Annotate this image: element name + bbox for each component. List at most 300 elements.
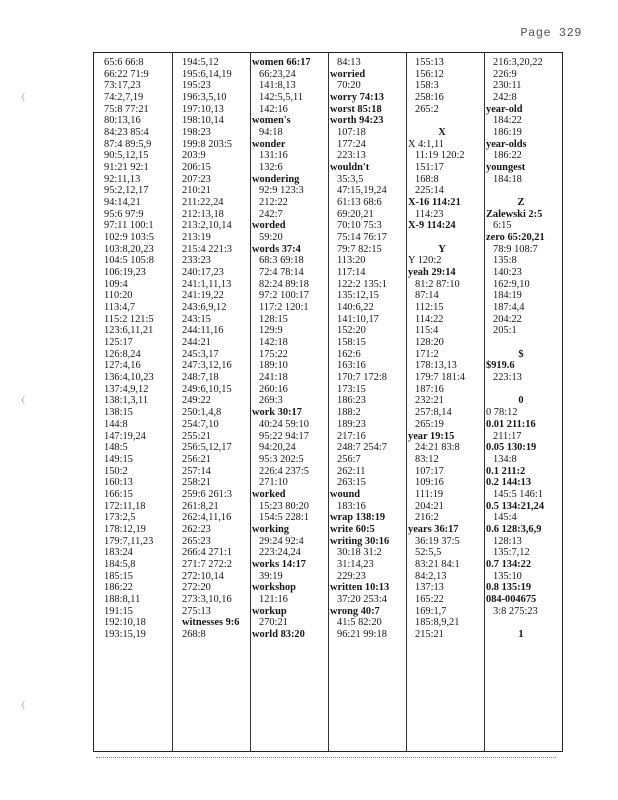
index-entry: 117:14 xyxy=(337,267,366,279)
index-entry: 106:19,23 xyxy=(104,267,146,279)
index-entry: 96:21 99:18 xyxy=(337,628,387,640)
index-entry: 197:10,13 xyxy=(182,103,224,115)
index-entry: 172:11,18 xyxy=(104,500,146,512)
index-entry: 0.8 135:19 xyxy=(486,582,532,594)
index-entry: words 37:4 xyxy=(252,243,301,255)
index-entry: 255:21 xyxy=(182,430,211,442)
index-entry: youngest xyxy=(486,162,526,174)
index-entry xyxy=(408,232,482,244)
index-entry: X-9 114:24 xyxy=(408,220,456,232)
index-entry: 154:5 228:1 xyxy=(259,512,309,524)
index-entry: 262:11 xyxy=(337,465,366,477)
index-entry: 103:8,20,23 xyxy=(104,243,154,255)
index-section-letter: Z xyxy=(517,197,525,209)
index-entry: 107:17 xyxy=(415,465,444,477)
index-entry: 78:9 108:7 xyxy=(493,243,538,255)
index-entry: 112:15 xyxy=(415,302,444,314)
index-entry: 95:3 202:5 xyxy=(259,453,304,465)
index-entry: 258:21 xyxy=(182,477,211,489)
index-entry: 35:3,5 xyxy=(337,173,364,185)
index-entry: 151:17 xyxy=(415,162,444,174)
index-entry: 198:23 xyxy=(182,127,211,139)
index-entry: 273:3,10,16 xyxy=(182,593,232,605)
index-entry: 59:20 xyxy=(259,232,283,244)
index-entry: worked xyxy=(252,488,286,500)
index-entry: 184:18 xyxy=(493,173,522,185)
index-entry: write 60:5 xyxy=(330,523,375,535)
index-entry: 262:23 xyxy=(182,523,211,535)
index-entry: 0.7 134:22 xyxy=(486,558,532,570)
index-entry: 268:8 xyxy=(182,628,206,640)
index-entry: 83:21 84:1 xyxy=(415,558,460,570)
index-entry: 213:19 xyxy=(182,232,211,244)
index-entry: 262:4,11,16 xyxy=(182,512,232,524)
index-entry xyxy=(486,384,562,396)
index-entry: 110:20 xyxy=(104,290,133,302)
index-entry: 225:14 xyxy=(415,185,444,197)
index-entry: 162:9,10 xyxy=(493,278,530,290)
index-entry: 70:20 xyxy=(337,80,361,92)
index-entry: 135:10 xyxy=(493,570,522,582)
index-entry: 104:5 105:8 xyxy=(104,255,154,267)
index-entry: 29:24 92:4 xyxy=(259,535,304,547)
index-entry: 69:20,21 xyxy=(337,208,374,220)
index-entry: 248:7 254:7 xyxy=(337,442,387,454)
index-entry: 186:19 xyxy=(493,127,522,139)
index-entry: works 14:17 xyxy=(252,558,306,570)
index-entry: 95:2,12,17 xyxy=(104,185,149,197)
index-entry: 196:3,5,10 xyxy=(182,92,227,104)
hole-punch-mark xyxy=(22,92,29,102)
index-entry: 241:18 xyxy=(259,372,288,384)
index-entry: 113:4,7 xyxy=(104,302,136,314)
index-entry: 160:13 xyxy=(104,477,133,489)
index-entry: 254:7,10 xyxy=(182,418,219,430)
index-entry: 261:8,21 xyxy=(182,500,219,512)
index-entry: worth 94:23 xyxy=(330,115,384,127)
index-entry: 97:2 100:17 xyxy=(259,290,309,302)
index-entry: 265:19 xyxy=(415,418,444,430)
index-entry: 257:14 xyxy=(182,465,211,477)
index-entry: zero 65:20,21 xyxy=(486,232,545,244)
index-entry: 145:4 xyxy=(493,512,517,524)
index-entry: 135:12,15 xyxy=(337,290,379,302)
index-entry: wrap 138:19 xyxy=(330,512,386,524)
index-entry: 113:20 xyxy=(337,255,366,267)
index-entry: 156:12 xyxy=(415,68,444,80)
index-entry: 184:5,8 xyxy=(104,558,136,570)
index-entry: yeah 29:14 xyxy=(408,267,456,279)
index-entry: 226:9 xyxy=(493,68,517,80)
index-entry: 65:6 66:8 xyxy=(104,57,144,68)
index-entry: 257:8,14 xyxy=(415,407,452,419)
index-entry: 168:8 xyxy=(415,173,439,185)
index-entry: 175:22 xyxy=(259,348,288,360)
index-entry: 187:4,4 xyxy=(493,302,525,314)
index-entry: 233:23 xyxy=(182,255,211,267)
index-entry: 188:8,11 xyxy=(104,593,141,605)
index-column xyxy=(408,57,482,751)
index-entry: 47:15,19,24 xyxy=(337,185,387,197)
index-entry: 199:8 203:5 xyxy=(182,138,232,150)
index-entry: 179:7,11,23 xyxy=(104,535,154,547)
index-entry: 247:3,12,16 xyxy=(182,360,232,372)
index-entry: 75:14 76:17 xyxy=(337,232,387,244)
index-entry: 0.1 211:2 xyxy=(486,465,526,477)
index-entry: 91:21 92:1 xyxy=(104,162,149,174)
index-entry: 129:9 xyxy=(259,325,283,337)
index-entry: 187:16 xyxy=(415,383,444,395)
index-entry: 249:22 xyxy=(182,395,211,407)
index-entry: 271:10 xyxy=(259,477,288,489)
index-entry: 140:23 xyxy=(493,267,522,279)
index-entry: 186:22 xyxy=(493,150,522,162)
index-entry xyxy=(486,185,562,197)
index-entry: 39:19 xyxy=(259,570,283,582)
index-entry: 84:2,13 xyxy=(415,570,447,582)
index-entry: 115:2 121:5 xyxy=(104,313,154,325)
index-entry: wonder xyxy=(252,138,286,150)
index-entry: 134:8 xyxy=(493,453,517,465)
index-entry: world 83:20 xyxy=(252,628,305,640)
index-entry: 30:18 31:2 xyxy=(337,547,382,559)
index-entry: 256:7 xyxy=(337,453,361,465)
index-entry: 178:12,19 xyxy=(104,523,146,535)
index-entry xyxy=(408,115,482,127)
index-entry: 152:20 xyxy=(337,325,366,337)
index-entry: 226:4 237:5 xyxy=(259,465,309,477)
index-entry: 272:10,14 xyxy=(182,570,224,582)
index-entry: 229:23 xyxy=(337,570,366,582)
index-entry: 135:8 xyxy=(493,255,517,267)
index-entry: 241:1,11,13 xyxy=(182,278,232,290)
index-entry: 242:7 xyxy=(259,208,283,220)
index-entry: 189:10 xyxy=(259,360,288,372)
index-entry: 084-004675 xyxy=(486,593,537,605)
index-entry: 0.5 134:21,24 xyxy=(486,500,545,512)
index-entry: 83:12 xyxy=(415,453,439,465)
index-entry: 90:5,12,15 xyxy=(104,150,149,162)
index-entry: 242:8 xyxy=(493,92,517,104)
index-entry: 232:21 xyxy=(415,395,444,407)
index-entry: 128:20 xyxy=(415,337,444,349)
index-entry: 243:15 xyxy=(182,313,211,325)
index-entry: 211:17 xyxy=(493,430,522,442)
index-entry: 138:1,3,11 xyxy=(104,395,149,407)
index-entry: 256:21 xyxy=(182,453,211,465)
index-entry: 0.2 144:13 xyxy=(486,477,532,489)
index-entry: 158:3 xyxy=(415,80,439,92)
index-entry: 186:22 xyxy=(104,582,133,594)
index-entry: Zalewski 2:5 xyxy=(486,208,543,220)
index-entry: 258:16 xyxy=(415,92,444,104)
index-entry: worded xyxy=(252,220,286,232)
index-entry: 260:16 xyxy=(259,383,288,395)
index-entry: 114:22 xyxy=(415,313,444,325)
index-entry: workup xyxy=(252,605,287,617)
index-entry: 84:23 85:4 xyxy=(104,127,149,139)
index-entry: 127:4,16 xyxy=(104,360,141,372)
index-entry: 211:22,24 xyxy=(182,197,224,209)
index-entry: 275:13 xyxy=(182,605,211,617)
index-entry: 203:9 xyxy=(182,150,206,162)
index-entry: 216:2 xyxy=(415,512,439,524)
index-entry: 31:14,23 xyxy=(337,558,374,570)
index-entry: 140:6,22 xyxy=(337,302,374,314)
index-entry: 137:4,9,12 xyxy=(104,383,149,395)
index-entry: 109:16 xyxy=(415,477,444,489)
index-entry: 194:5,12 xyxy=(182,57,219,68)
index-entry: 265:23 xyxy=(182,535,211,547)
index-entry: 80:13,16 xyxy=(104,115,141,127)
index-entry: 94:14,21 xyxy=(104,197,141,209)
index-entry: 169:1,7 xyxy=(415,605,447,617)
index-entry: wondering xyxy=(252,173,300,185)
index-entry: 162:6 xyxy=(337,348,361,360)
index-entry: 137:13 xyxy=(415,582,444,594)
index-entry: 125:17 xyxy=(104,337,133,349)
index-entry: 206:15 xyxy=(182,162,211,174)
index-entry: 179:7 181:4 xyxy=(415,372,465,384)
index-entry: 94:20,24 xyxy=(259,442,296,454)
index-section-letter: $ xyxy=(518,348,524,360)
index-entry: years 36:17 xyxy=(408,523,459,535)
index-entry: X 4:1,11 xyxy=(408,138,444,150)
index-column xyxy=(330,57,404,751)
index-entry: 173:2,5 xyxy=(104,512,136,524)
index-entry: 210:21 xyxy=(182,185,211,197)
index-entry: 114:23 xyxy=(415,208,444,220)
index-entry: 150:2 xyxy=(104,465,128,477)
index-entry: 165:22 xyxy=(415,593,444,605)
index-entry: 126:8,24 xyxy=(104,348,141,360)
index-entry: 40:24 59:10 xyxy=(259,418,309,430)
index-entry: wound xyxy=(330,488,361,500)
index-entry: 186:23 xyxy=(337,395,366,407)
index-entry: 37:20 253:4 xyxy=(337,593,387,605)
index-entry: 11:19 120:2 xyxy=(415,150,465,162)
index-entry: 173:15 xyxy=(337,383,366,395)
index-entry: 41:5 82:20 xyxy=(337,617,382,629)
index-entry: 128:15 xyxy=(259,313,288,325)
index-entry: 141:10,17 xyxy=(337,313,379,325)
page-number-header: Page 329 xyxy=(520,26,582,40)
index-entry: 84:13 xyxy=(337,57,361,68)
index-entry: 185:8,9,21 xyxy=(415,617,460,629)
index-entry: 155:13 xyxy=(415,57,444,68)
index-entry: year 19:15 xyxy=(408,430,455,442)
index-entry: 216:3,20,22 xyxy=(493,57,543,68)
index-entry: 230:11 xyxy=(493,80,522,92)
hole-punch-mark xyxy=(22,395,29,405)
column-divider xyxy=(406,53,407,751)
index-entry: 217:16 xyxy=(337,430,366,442)
index-section-letter: 1 xyxy=(518,628,524,640)
index-entry: 170:7 172:8 xyxy=(337,372,387,384)
index-entry: 249:6,10,15 xyxy=(182,383,232,395)
index-entry: worst 85:18 xyxy=(330,103,382,115)
index-entry: 266:4 271:1 xyxy=(182,547,232,559)
index-entry: 245:3,17 xyxy=(182,348,219,360)
index-entry: 240:17,23 xyxy=(182,267,224,279)
index-entry: working xyxy=(252,523,289,535)
index-entry: 184:22 xyxy=(493,115,522,127)
index-entry: 142:16 xyxy=(259,103,288,115)
index-entry: 142:18 xyxy=(259,337,288,349)
index-entry: witnesses 9:6 xyxy=(182,617,240,629)
index-entry: 215:21 xyxy=(415,628,444,640)
index-entry: 123:6,11,21 xyxy=(104,325,154,337)
index-entry: 109:4 xyxy=(104,278,128,290)
index-entry: 81:2 87:10 xyxy=(415,278,460,290)
index-entry: 82:24 89:18 xyxy=(259,278,309,290)
index-entry: 66:23,24 xyxy=(259,68,296,80)
index-entry: 144:8 xyxy=(104,418,128,430)
index-entry: 94:18 xyxy=(259,127,283,139)
index-entry: 36:19 37:5 xyxy=(415,535,460,547)
index-entry: 215:4 221:3 xyxy=(182,243,232,255)
index-entry: 24:21 83:8 xyxy=(415,442,460,454)
index-entry: 192:10,18 xyxy=(104,617,146,629)
index-entry: 184:19 xyxy=(493,290,522,302)
index-section-letter: X xyxy=(438,127,446,139)
index-entry: 142:5,5,11 xyxy=(259,92,304,104)
index-entry: 195:23 xyxy=(182,80,211,92)
index-entry: 87:14 xyxy=(415,290,439,302)
index-column xyxy=(182,57,248,751)
index-entry: 272:20 xyxy=(182,582,211,594)
index-entry: 269:3 xyxy=(259,395,283,407)
index-entry: 188:2 xyxy=(337,407,361,419)
index-entry: 244:11,16 xyxy=(182,325,224,337)
index-entry: 205:1 xyxy=(493,325,517,337)
index-entry: 250:1,4,8 xyxy=(182,407,222,419)
index-entry: worry 74:13 xyxy=(330,92,384,104)
index-entry: 158:15 xyxy=(337,337,366,349)
index-entry: writing 30:16 xyxy=(330,535,390,547)
index-entry: 79:7 82:15 xyxy=(337,243,382,255)
index-entry: 92:11,13 xyxy=(104,173,141,185)
index-entry: 244:21 xyxy=(182,337,211,349)
index-entry: 68:3 69:18 xyxy=(259,255,304,267)
index-section-letter: Y xyxy=(438,243,446,255)
index-entry: 145:5 146:1 xyxy=(493,488,543,500)
index-entry: 121:16 xyxy=(259,593,288,605)
index-entry: year-old xyxy=(486,103,523,115)
index-entry xyxy=(486,617,562,629)
index-entry: wouldn't xyxy=(330,162,370,174)
index-column xyxy=(104,57,170,751)
index-entry: women's xyxy=(252,115,291,127)
index-column xyxy=(486,57,562,751)
index-entry: 223:13 xyxy=(493,372,522,384)
index-entry: 66:22 71:9 xyxy=(104,68,149,80)
index-entry: 183:16 xyxy=(337,500,366,512)
index-entry: 6:15 xyxy=(493,220,512,232)
index-entry: 117:2 120:1 xyxy=(259,302,309,314)
index-entry: 189:23 xyxy=(337,418,366,430)
index-entry: 271:7 272:2 xyxy=(182,558,232,570)
index-entry: 204:22 xyxy=(493,313,522,325)
index-entry: 185:15 xyxy=(104,570,133,582)
index-entry: 213:2,10,14 xyxy=(182,220,232,232)
index-entry: 115:4 xyxy=(415,325,439,337)
index-entry: year-olds xyxy=(486,138,527,150)
index-entry: 0.01 211:16 xyxy=(486,418,536,430)
index-entry: Y 120:2 xyxy=(408,255,442,267)
index-entry: 141:8,13 xyxy=(259,80,296,92)
index-entry: 195:6,14,19 xyxy=(182,68,232,80)
index-entry: 223:24,24 xyxy=(259,547,301,559)
index-entry: 263:15 xyxy=(337,477,366,489)
index-entry: 132:6 xyxy=(259,162,283,174)
index-entry: $919.6 xyxy=(486,360,515,372)
index-entry: 163:16 xyxy=(337,360,366,372)
column-divider xyxy=(172,53,173,751)
index-entry: 135:7,12 xyxy=(493,547,530,559)
column-divider xyxy=(250,53,251,751)
index-entry: 102:9 103:5 xyxy=(104,232,154,244)
index-entry: 131:16 xyxy=(259,150,288,162)
index-entry: 148:5 xyxy=(104,442,128,454)
index-entry: 204:21 xyxy=(415,500,444,512)
index-entry: 259:6 261:3 xyxy=(182,488,232,500)
index-entry: work 30:17 xyxy=(252,407,302,419)
index-entry: wrong 40:7 xyxy=(330,605,380,617)
index-entry: 171:2 xyxy=(415,348,439,360)
index-entry: 92:9 123:3 xyxy=(259,185,304,197)
index-entry: women 66:17 xyxy=(252,57,311,68)
index-entry: 265:2 xyxy=(415,103,439,115)
index-entry: 61:13 68:6 xyxy=(337,197,382,209)
index-entry: 207:23 xyxy=(182,173,211,185)
index-entry: 107:18 xyxy=(337,127,366,139)
index-entry: 243:6,9,12 xyxy=(182,302,227,314)
index-entry: 166:15 xyxy=(104,488,133,500)
index-entry: 95:22 94:17 xyxy=(259,430,309,442)
index-column xyxy=(252,57,326,751)
index-entry: 212:22 xyxy=(259,197,288,209)
index-entry: 128:13 xyxy=(493,535,522,547)
column-divider xyxy=(328,53,329,751)
index-entry: 178:13,13 xyxy=(415,360,457,372)
index-entry: 87:4 89:5,9 xyxy=(104,138,152,150)
index-entry: 52:5,5 xyxy=(415,547,442,559)
hole-punch-mark xyxy=(22,700,29,710)
index-entry: 198:10,14 xyxy=(182,115,224,127)
index-table xyxy=(93,52,563,752)
index-entry: 149:15 xyxy=(104,453,133,465)
index-entry: 138:15 xyxy=(104,407,133,419)
index-entry: 0 78:12 xyxy=(486,407,518,419)
index-entry: workshop xyxy=(252,582,296,594)
index-entry: 122:2 135:1 xyxy=(337,278,387,290)
index-entry: 147:19,24 xyxy=(104,430,146,442)
index-entry: worried xyxy=(330,68,366,80)
index-entry: 97:11 100:1 xyxy=(104,220,154,232)
index-entry: 256:5,12,17 xyxy=(182,442,232,454)
index-entry: 74:2,7,19 xyxy=(104,92,144,104)
index-entry: 241:19,22 xyxy=(182,290,224,302)
index-entry: 70:10 75:3 xyxy=(337,220,382,232)
index-entry: 183:24 xyxy=(104,547,133,559)
index-entry: 73:17,23 xyxy=(104,80,141,92)
index-entry: 191:15 xyxy=(104,605,133,617)
index-section-letter: 0 xyxy=(518,395,524,407)
index-entry: 95:6 97:9 xyxy=(104,208,144,220)
index-entry: X-16 114:21 xyxy=(408,197,461,209)
index-entry: 212:13,18 xyxy=(182,208,224,220)
